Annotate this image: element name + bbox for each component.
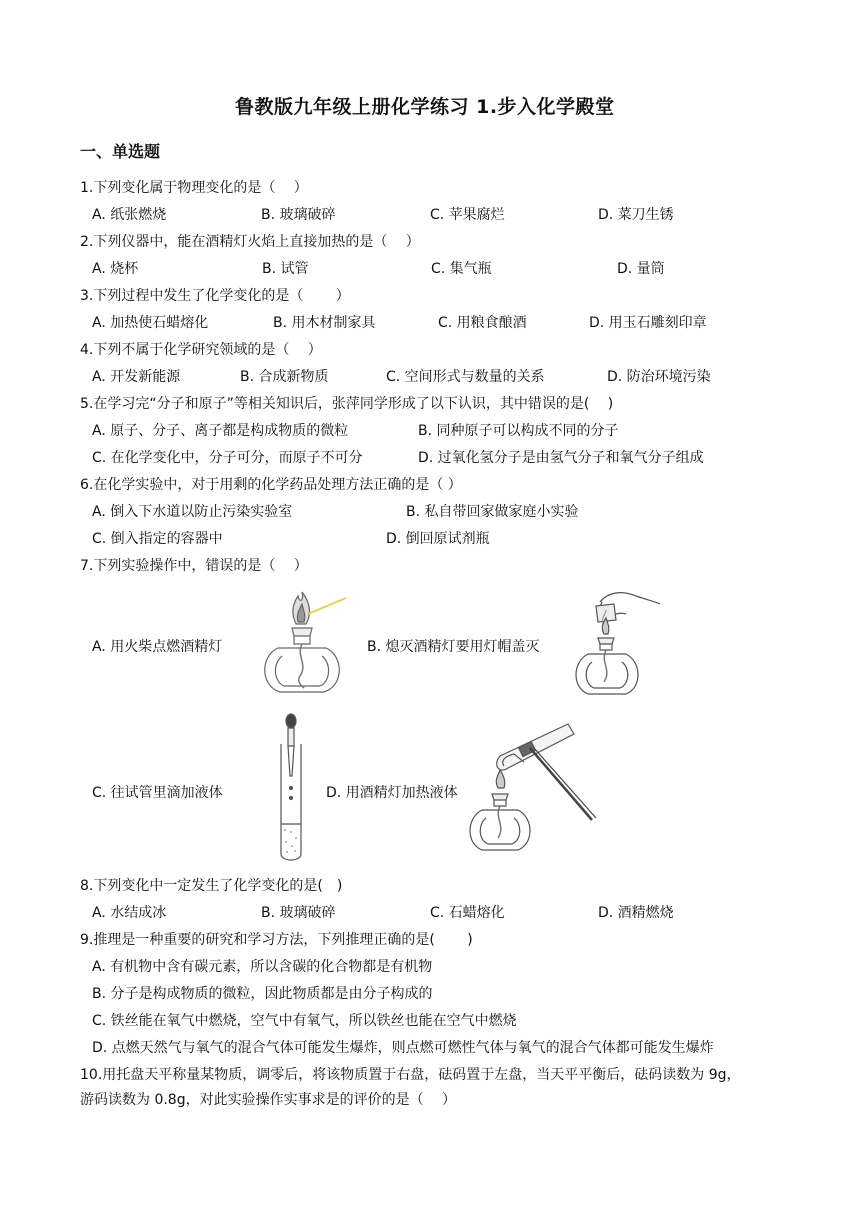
question-4-stem: 4.下列不属于化学研究领域的是（ ）: [80, 342, 322, 358]
section-heading: 一、单选题: [80, 142, 161, 161]
question-5-stem: 5.在学习完“分子和原子”等相关知识后，张萍同学形成了以下认识，其中错误的是( ): [80, 396, 614, 412]
question-8-stem: 8.下列变化中一定发生了化学变化的是( ): [80, 878, 343, 894]
q3-option-a: A. 加热使石蜡熔化: [92, 315, 209, 331]
question-1-stem: 1.下列变化属于物理变化的是（ ）: [80, 180, 308, 196]
q1-option-a: A. 纸张燃烧: [92, 207, 167, 223]
question-9-stem: 9.推理是一种重要的研究和学习方法，下列推理正确的是( ): [80, 932, 473, 948]
q9-option-c: C. 铁丝能在氧气中燃烧，空气中有氧气，所以铁丝也能在空气中燃烧: [92, 1013, 517, 1029]
q5-option-b: B. 同种原子可以构成不同的分子: [418, 423, 619, 439]
q9-option-d: D. 点燃天然气与氧气的混合气体可能发生爆炸，则点燃可燃性气体与氧气的混合气体都可能发生爆炸: [92, 1040, 714, 1056]
q1-option-c: C. 苹果腐烂: [430, 207, 505, 223]
question-7-stem: 7.下列实验操作中，错误的是（ ）: [80, 558, 308, 574]
q7-option-d: D. 用酒精灯加热液体: [326, 785, 458, 801]
q4-option-d: D. 防治环境污染: [607, 369, 711, 385]
q7-option-b: B. 熄灭酒精灯要用灯帽盖灭: [367, 639, 540, 655]
alcohol-lamp-match-illustration: [258, 590, 354, 700]
q1-option-d: D. 菜刀生锈: [598, 207, 674, 223]
q8-option-a: A. 水结成冰: [92, 905, 167, 921]
heating-test-tube-illustration: [470, 718, 610, 864]
q8-option-c: C. 石蜡熔化: [430, 905, 505, 921]
q7-option-c: C. 往试管里滴加液体: [92, 785, 223, 801]
q2-option-c: C. 集气瓶: [431, 261, 492, 277]
alcohol-lamp-cap-illustration: [570, 584, 662, 710]
q6-option-d: D. 倒回原试剂瓶: [386, 531, 490, 547]
dropper-test-tube-illustration: [276, 712, 306, 864]
q5-option-a: A. 原子、分子、离子都是构成物质的微粒: [92, 423, 349, 439]
q2-option-d: D. 量筒: [617, 261, 665, 277]
q8-option-b: B. 玻璃破碎: [261, 905, 336, 921]
q8-option-d: D. 酒精燃烧: [598, 905, 674, 921]
q5-option-d: D. 过氧化氢分子是由氢气分子和氧气分子组成: [418, 450, 704, 466]
q3-option-b: B. 用木材制家具: [273, 315, 376, 331]
q3-option-d: D. 用玉石雕刻印章: [589, 315, 707, 331]
q3-option-c: C. 用粮食酿酒: [438, 315, 527, 331]
q5-option-c: C. 在化学变化中，分子可分，而原子不可分: [92, 450, 363, 466]
q1-option-b: B. 玻璃破碎: [261, 207, 336, 223]
question-6-stem: 6.在化学实验中，对于用剩的化学药品处理方法正确的是（ ）: [80, 477, 462, 493]
q6-option-a: A. 倒入下水道以防止污染实验室: [92, 504, 293, 520]
question-10-line-2: 游码读数为 0.8g，对此实验操作实事求是的评价的是（ ）: [80, 1092, 457, 1108]
q9-option-a: A. 有机物中含有碳元素，所以含碳的化合物都是有机物: [92, 959, 433, 975]
question-3-stem: 3.下列过程中发生了化学变化的是（ ）: [80, 288, 350, 304]
q9-option-b: B. 分子是构成物质的微粒，因此物质都是由分子构成的: [92, 986, 433, 1002]
q6-option-b: B. 私自带回家做家庭小实验: [406, 504, 579, 520]
q4-option-c: C. 空间形式与数量的关系: [386, 369, 545, 385]
question-2-stem: 2.下列仪器中，能在酒精灯火焰上直接加热的是（ ）: [80, 234, 420, 250]
q4-option-a: A. 开发新能源: [92, 369, 181, 385]
q2-option-b: B. 试管: [262, 261, 309, 277]
q4-option-b: B. 合成新物质: [240, 369, 329, 385]
q2-option-a: A. 烧杯: [92, 261, 139, 277]
question-10-line-1: 10.用托盘天平称量某物质，调零后，将该物质置于右盘，砝码置于左盘，当天平平衡后，砝码读数为 9g，: [80, 1067, 741, 1083]
q6-option-c: C. 倒入指定的容器中: [92, 531, 223, 547]
page-title: 鲁教版九年级上册化学练习 1.步入化学殿堂: [235, 96, 615, 118]
q7-option-a: A. 用火柴点燃酒精灯: [92, 639, 223, 655]
